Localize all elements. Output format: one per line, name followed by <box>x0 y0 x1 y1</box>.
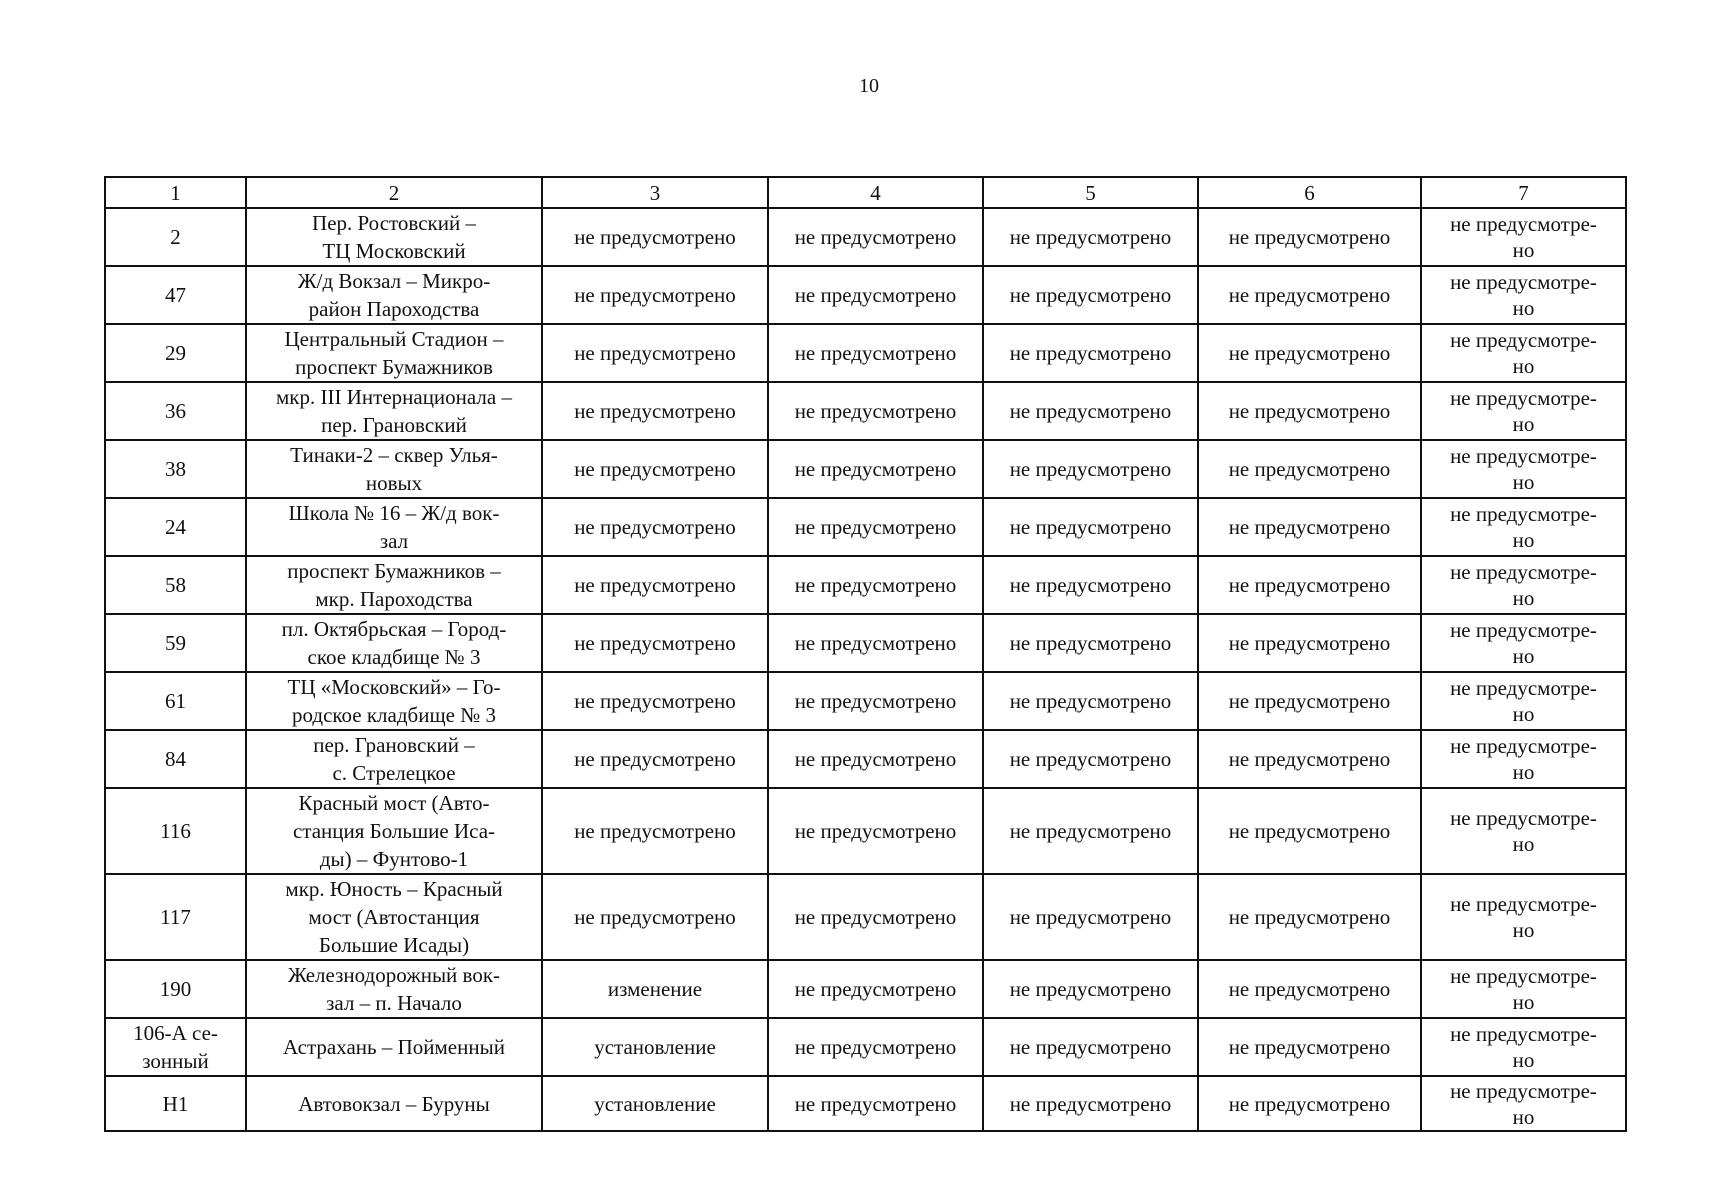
col3-cell: не предусмотрено <box>542 730 768 788</box>
header-cell-5: 5 <box>983 177 1198 208</box>
col6-cell: не предусмотрено <box>1198 614 1421 672</box>
col7-cell: не предусмотре- но <box>1421 1076 1626 1131</box>
table-row <box>105 266 1626 324</box>
col7-cell: не предусмотре- но <box>1421 730 1626 788</box>
table-row <box>105 382 1626 440</box>
col4-cell: не предусмотрено <box>768 730 983 788</box>
route-name-cell: Астрахань – Пойменный <box>246 1018 542 1076</box>
header-cell-6: 6 <box>1198 177 1421 208</box>
route-name-cell: мкр. III Интернационала – пер. Грановский <box>246 382 542 440</box>
routes-table <box>104 176 1627 1132</box>
col5-cell: не предусмотрено <box>983 1076 1198 1131</box>
route-name-cell: мкр. Юность – Красный мост (Автостанция Большие Исады) <box>246 874 542 960</box>
col5-cell: не предусмотрено <box>983 498 1198 556</box>
col7-cell: не предусмотре- но <box>1421 266 1626 324</box>
header-cell-4: 4 <box>768 177 983 208</box>
route-name-cell: Центральный Стадион – проспект Бумажников <box>246 324 542 382</box>
header-cell-3: 3 <box>542 177 768 208</box>
route-number-cell: Н1 <box>105 1076 246 1131</box>
col4-cell: не предусмотрено <box>768 498 983 556</box>
col4-cell: не предусмотрено <box>768 788 983 874</box>
table-body <box>105 177 1626 1131</box>
col3-cell: не предусмотрено <box>542 556 768 614</box>
table-row <box>105 208 1626 266</box>
col5-cell: не предусмотрено <box>983 1018 1198 1076</box>
col5-cell: не предусмотрено <box>983 556 1198 614</box>
col5-cell: не предусмотрено <box>983 208 1198 266</box>
col7-cell: не предусмотре- но <box>1421 440 1626 498</box>
col4-cell: не предусмотрено <box>768 556 983 614</box>
col3-cell: не предусмотрено <box>542 874 768 960</box>
col5-cell: не предусмотрено <box>983 614 1198 672</box>
route-number-cell: 59 <box>105 614 246 672</box>
header-cell-7: 7 <box>1421 177 1626 208</box>
col6-cell: не предусмотрено <box>1198 730 1421 788</box>
col4-cell: не предусмотрено <box>768 440 983 498</box>
route-name-cell: Красный мост (Авто- станция Большие Иса- ды) – Фунтово-1 <box>246 788 542 874</box>
table-row <box>105 1018 1626 1076</box>
route-number-cell: 2 <box>105 208 246 266</box>
route-number-cell: 84 <box>105 730 246 788</box>
route-name-cell: Железнодорожный вок- зал – п. Начало <box>246 960 542 1018</box>
col4-cell: не предусмотрено <box>768 266 983 324</box>
col3-cell: не предусмотрено <box>542 614 768 672</box>
col4-cell: не предусмотрено <box>768 960 983 1018</box>
col6-cell: не предусмотрено <box>1198 960 1421 1018</box>
route-number-cell: 36 <box>105 382 246 440</box>
col4-cell: не предусмотрено <box>768 208 983 266</box>
route-number-cell: 190 <box>105 960 246 1018</box>
col5-cell: не предусмотрено <box>983 382 1198 440</box>
col3-cell: установление <box>542 1076 768 1131</box>
col7-cell: не предусмотре- но <box>1421 614 1626 672</box>
route-number-cell: 58 <box>105 556 246 614</box>
route-name-cell: Автовокзал – Буруны <box>246 1076 542 1131</box>
col3-cell: не предусмотрено <box>542 788 768 874</box>
col7-cell: не предусмотре- но <box>1421 960 1626 1018</box>
col7-cell: не предусмотре- но <box>1421 1018 1626 1076</box>
col6-cell: не предусмотрено <box>1198 788 1421 874</box>
col6-cell: не предусмотрено <box>1198 1076 1421 1131</box>
table-row <box>105 1076 1626 1131</box>
col5-cell: не предусмотрено <box>983 672 1198 730</box>
col4-cell: не предусмотрено <box>768 874 983 960</box>
col5-cell: не предусмотрено <box>983 874 1198 960</box>
col7-cell: не предусмотре- но <box>1421 382 1626 440</box>
route-name-cell: пер. Грановский – с. Стрелецкое <box>246 730 542 788</box>
col7-cell: не предусмотре- но <box>1421 208 1626 266</box>
route-name-cell: пл. Октябрьская – Город- ское кладбище № 3 <box>246 614 542 672</box>
header-cell-2: 2 <box>246 177 542 208</box>
col3-cell: не предусмотрено <box>542 208 768 266</box>
route-number-cell: 47 <box>105 266 246 324</box>
col6-cell: не предусмотрено <box>1198 874 1421 960</box>
col4-cell: не предусмотрено <box>768 614 983 672</box>
col3-cell: не предусмотрено <box>542 266 768 324</box>
col3-cell: изменение <box>542 960 768 1018</box>
col5-cell: не предусмотрено <box>983 324 1198 382</box>
col6-cell: не предусмотрено <box>1198 1018 1421 1076</box>
table-row <box>105 556 1626 614</box>
table-row <box>105 324 1626 382</box>
table-row <box>105 788 1626 874</box>
route-name-cell: Тинаки-2 – сквер Улья- новых <box>246 440 542 498</box>
col4-cell: не предусмотрено <box>768 382 983 440</box>
table-row <box>105 960 1626 1018</box>
table-row <box>105 498 1626 556</box>
col6-cell: не предусмотрено <box>1198 672 1421 730</box>
route-number-cell: 24 <box>105 498 246 556</box>
col5-cell: не предусмотрено <box>983 730 1198 788</box>
route-number-cell: 61 <box>105 672 246 730</box>
col5-cell: не предусмотрено <box>983 266 1198 324</box>
col3-cell: не предусмотрено <box>542 498 768 556</box>
page-number: 10 <box>859 75 879 97</box>
col6-cell: не предусмотрено <box>1198 382 1421 440</box>
route-number-cell: 117 <box>105 874 246 960</box>
col3-cell: не предусмотрено <box>542 324 768 382</box>
col5-cell: не предусмотрено <box>983 960 1198 1018</box>
route-name-cell: Школа № 16 – Ж/д вок- зал <box>246 498 542 556</box>
col4-cell: не предусмотрено <box>768 1076 983 1131</box>
table-row <box>105 440 1626 498</box>
col6-cell: не предусмотрено <box>1198 498 1421 556</box>
header-cell-1: 1 <box>105 177 246 208</box>
col5-cell: не предусмотрено <box>983 440 1198 498</box>
route-name-cell: проспект Бумажников – мкр. Пароходства <box>246 556 542 614</box>
col6-cell: не предусмотрено <box>1198 266 1421 324</box>
route-number-cell: 106-А се- зонный <box>105 1018 246 1076</box>
route-number-cell: 38 <box>105 440 246 498</box>
col7-cell: не предусмотре- но <box>1421 874 1626 960</box>
col6-cell: не предусмотрено <box>1198 556 1421 614</box>
col3-cell: не предусмотрено <box>542 672 768 730</box>
col4-cell: не предусмотрено <box>768 672 983 730</box>
col3-cell: не предусмотрено <box>542 382 768 440</box>
col7-cell: не предусмотре- но <box>1421 788 1626 874</box>
route-name-cell: Пер. Ростовский – ТЦ Московский <box>246 208 542 266</box>
table-row <box>105 874 1626 960</box>
col4-cell: не предусмотрено <box>768 324 983 382</box>
table-row <box>105 730 1626 788</box>
route-name-cell: Ж/д Вокзал – Микро- район Пароходства <box>246 266 542 324</box>
table-row <box>105 672 1626 730</box>
route-number-cell: 29 <box>105 324 246 382</box>
table-row <box>105 614 1626 672</box>
col7-cell: не предусмотре- но <box>1421 556 1626 614</box>
col6-cell: не предусмотрено <box>1198 208 1421 266</box>
col3-cell: установление <box>542 1018 768 1076</box>
col3-cell: не предусмотрено <box>542 440 768 498</box>
col7-cell: не предусмотре- но <box>1421 672 1626 730</box>
col5-cell: не предусмотрено <box>983 788 1198 874</box>
route-name-cell: ТЦ «Московский» – Го- родское кладбище № 3 <box>246 672 542 730</box>
col7-cell: не предусмотре- но <box>1421 498 1626 556</box>
header-row <box>105 177 1626 208</box>
col4-cell: не предусмотрено <box>768 1018 983 1076</box>
col6-cell: не предусмотрено <box>1198 324 1421 382</box>
route-number-cell: 116 <box>105 788 246 874</box>
col6-cell: не предусмотрено <box>1198 440 1421 498</box>
col7-cell: не предусмотре- но <box>1421 324 1626 382</box>
